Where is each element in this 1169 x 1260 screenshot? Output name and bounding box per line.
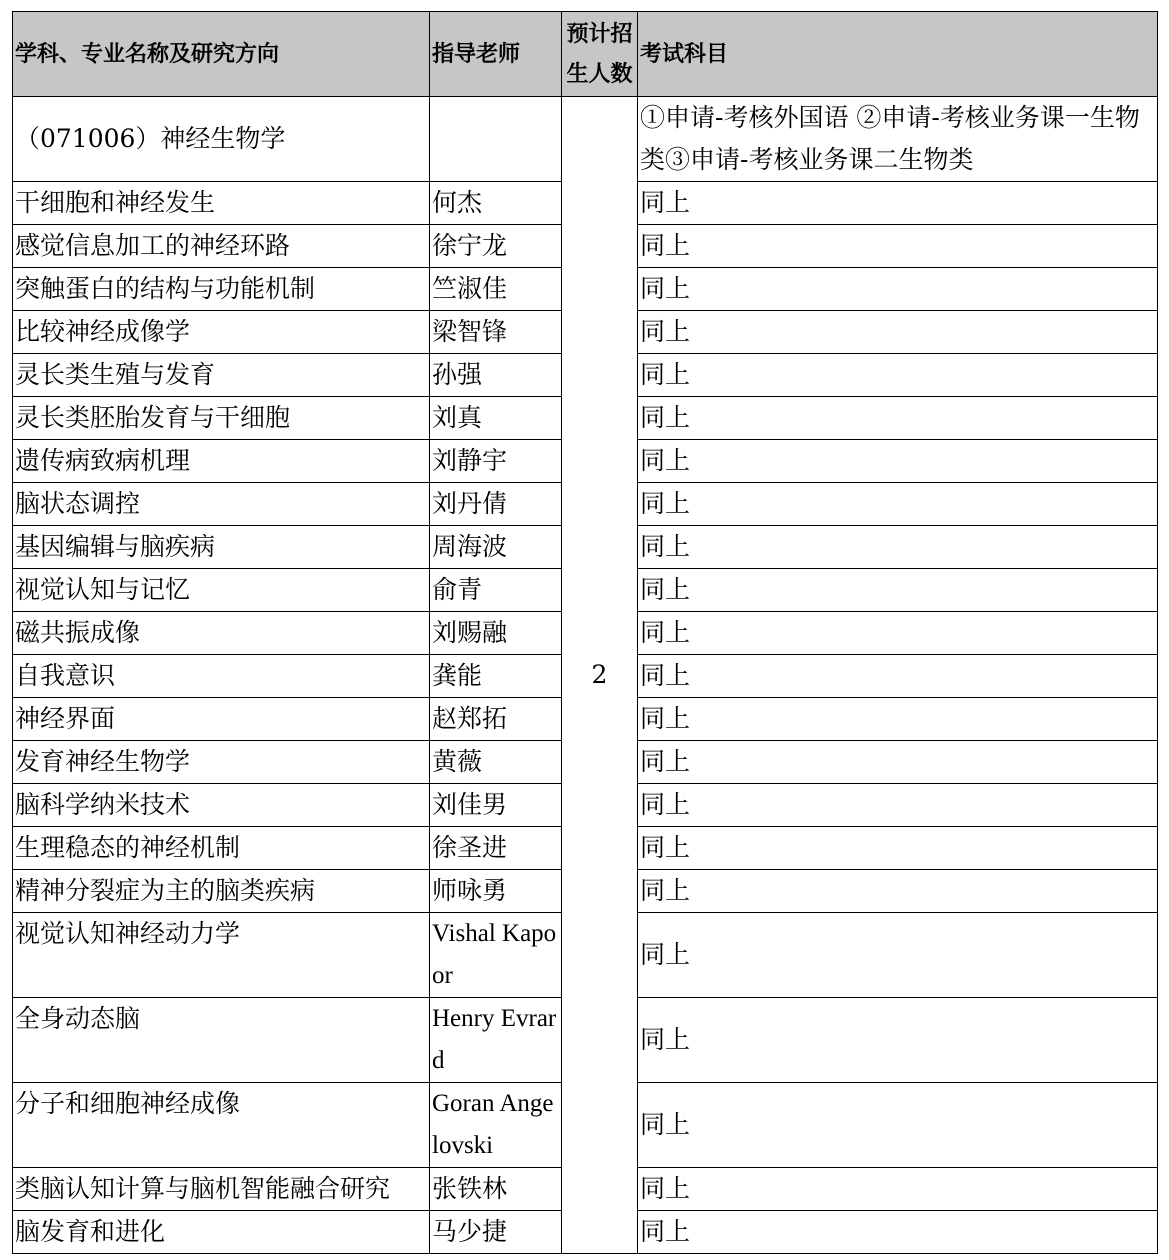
exam-cell: 同上 <box>638 698 1158 741</box>
header-advisor: 指导老师 <box>430 12 562 97</box>
direction-cell: 灵长类生殖与发育 <box>13 354 430 397</box>
major-advisor <box>430 97 562 182</box>
advisor-cell: 赵郑拓 <box>430 698 562 741</box>
direction-cell: 精神分裂症为主的脑类疾病 <box>13 870 430 913</box>
exam-cell: 同上 <box>638 913 1158 998</box>
enrollment-table <box>12 11 1158 1254</box>
direction-cell: 感觉信息加工的神经环路 <box>13 225 430 268</box>
exam-cell: 同上 <box>638 225 1158 268</box>
direction-cell: 生理稳态的神经机制 <box>13 827 430 870</box>
advisor-cell: 梁智锋 <box>430 311 562 354</box>
exam-cell: 同上 <box>638 483 1158 526</box>
header-subject: 学科、专业名称及研究方向 <box>13 12 430 97</box>
enrollment-count: 2 <box>562 97 638 1254</box>
advisor-cell: 何杰 <box>430 182 562 225</box>
advisor-cell: Henry Evrard <box>430 998 562 1083</box>
header-row <box>13 12 1158 97</box>
advisor-cell: 刘丹倩 <box>430 483 562 526</box>
advisor-cell: 张铁林 <box>430 1168 562 1211</box>
direction-cell: 神经界面 <box>13 698 430 741</box>
direction-cell: 类脑认知计算与脑机智能融合研究 <box>13 1168 430 1211</box>
direction-cell: 脑发育和进化 <box>13 1211 430 1254</box>
exam-cell: 同上 <box>638 397 1158 440</box>
direction-cell: 比较神经成像学 <box>13 311 430 354</box>
advisor-cell: 周海波 <box>430 526 562 569</box>
exam-cell: 同上 <box>638 998 1158 1083</box>
direction-cell: 脑状态调控 <box>13 483 430 526</box>
direction-cell: 视觉认知神经动力学 <box>13 913 430 998</box>
major-row <box>13 97 1158 182</box>
direction-cell: 磁共振成像 <box>13 612 430 655</box>
exam-cell: 同上 <box>638 741 1158 784</box>
exam-cell: 同上 <box>638 870 1158 913</box>
major-name: （071006）神经生物学 <box>13 97 430 182</box>
direction-cell: 基因编辑与脑疾病 <box>13 526 430 569</box>
exam-cell: 同上 <box>638 612 1158 655</box>
header-exam: 考试科目 <box>638 12 1158 97</box>
major-exam: ①申请-考核外国语 ②申请-考核业务课一生物类③申请-考核业务课二生物类 <box>638 97 1158 182</box>
direction-cell: 视觉认知与记忆 <box>13 569 430 612</box>
advisor-cell: 马少捷 <box>430 1211 562 1254</box>
direction-cell: 突触蛋白的结构与功能机制 <box>13 268 430 311</box>
advisor-cell: 刘佳男 <box>430 784 562 827</box>
exam-cell: 同上 <box>638 440 1158 483</box>
exam-cell: 同上 <box>638 268 1158 311</box>
direction-cell: 分子和细胞神经成像 <box>13 1083 430 1168</box>
exam-cell: 同上 <box>638 1083 1158 1168</box>
advisor-cell: 龚能 <box>430 655 562 698</box>
exam-cell: 同上 <box>638 655 1158 698</box>
advisor-cell: 师咏勇 <box>430 870 562 913</box>
exam-cell: 同上 <box>638 311 1158 354</box>
exam-cell: 同上 <box>638 1211 1158 1254</box>
advisor-cell: 黄薇 <box>430 741 562 784</box>
direction-cell: 遗传病致病机理 <box>13 440 430 483</box>
exam-cell: 同上 <box>638 784 1158 827</box>
advisor-cell: 孙强 <box>430 354 562 397</box>
advisor-cell: 刘赐融 <box>430 612 562 655</box>
direction-cell: 灵长类胚胎发育与干细胞 <box>13 397 430 440</box>
advisor-cell: 刘真 <box>430 397 562 440</box>
advisor-cell: 刘静宇 <box>430 440 562 483</box>
advisor-cell: 徐宁龙 <box>430 225 562 268</box>
advisor-cell: 徐圣进 <box>430 827 562 870</box>
exam-cell: 同上 <box>638 1168 1158 1211</box>
exam-cell: 同上 <box>638 827 1158 870</box>
advisor-cell: 竺淑佳 <box>430 268 562 311</box>
direction-cell: 发育神经生物学 <box>13 741 430 784</box>
exam-cell: 同上 <box>638 354 1158 397</box>
exam-cell: 同上 <box>638 182 1158 225</box>
advisor-cell: Vishal Kapoor <box>430 913 562 998</box>
exam-cell: 同上 <box>638 569 1158 612</box>
direction-cell: 脑科学纳米技术 <box>13 784 430 827</box>
direction-cell: 自我意识 <box>13 655 430 698</box>
direction-cell: 全身动态脑 <box>13 998 430 1083</box>
exam-cell: 同上 <box>638 526 1158 569</box>
direction-cell: 干细胞和神经发生 <box>13 182 430 225</box>
header-count: 预计招生人数 <box>562 12 638 97</box>
advisor-cell: Goran Angelovski <box>430 1083 562 1168</box>
advisor-cell: 俞青 <box>430 569 562 612</box>
